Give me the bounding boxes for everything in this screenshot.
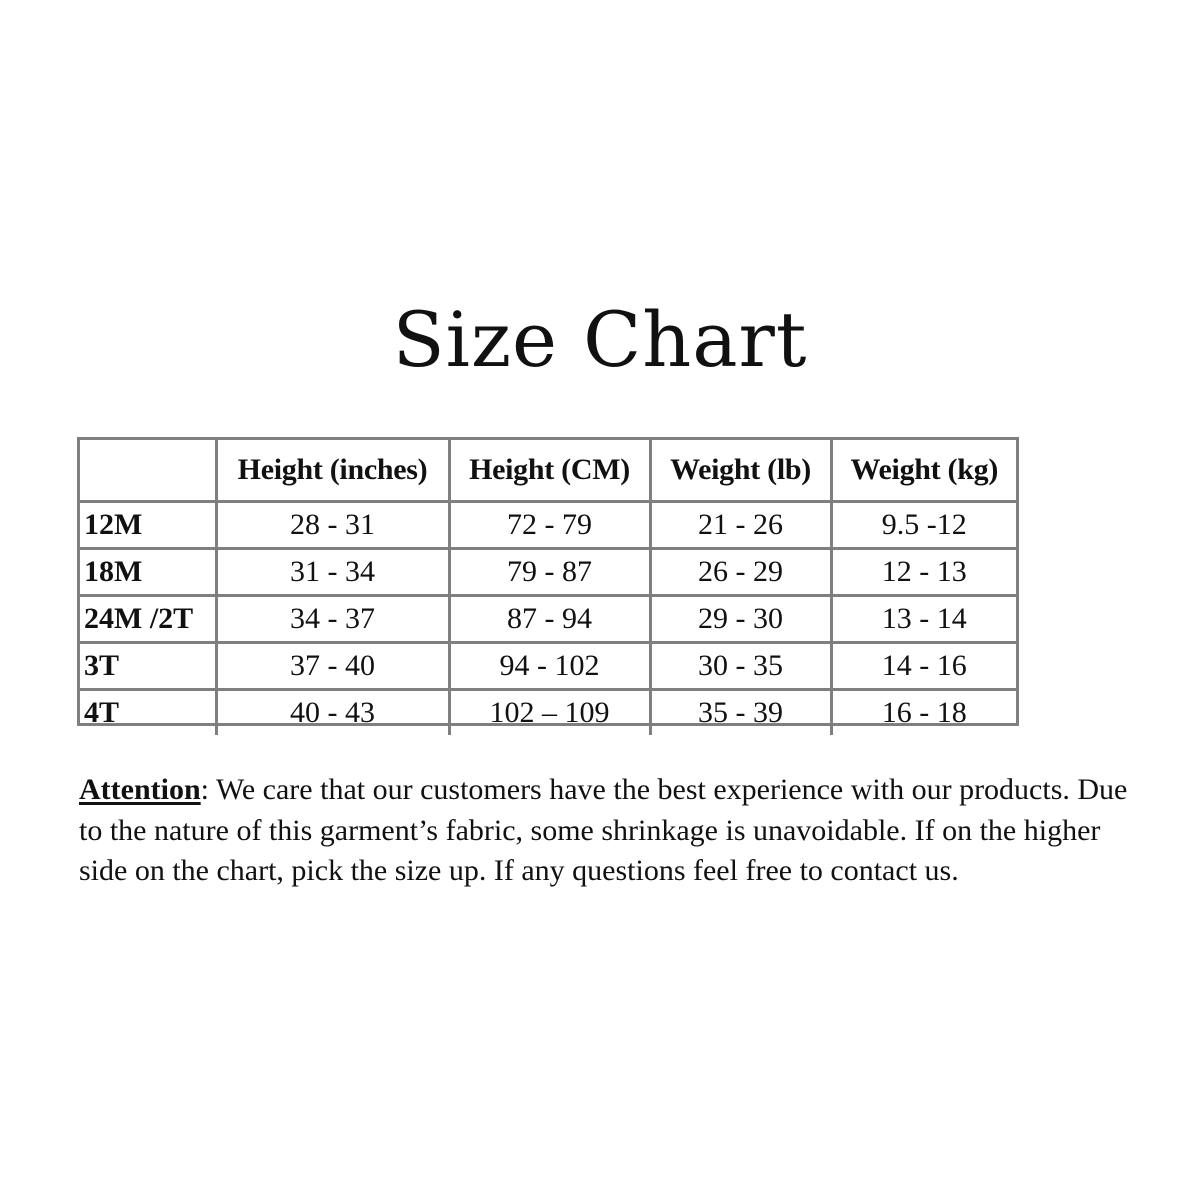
weight-lb-cell: 35 - 39	[650, 690, 831, 736]
weight-kg-cell: 13 - 14	[831, 596, 1016, 643]
attention-text: : We care that our customers have the best experience with our products. Due to the nature of this garment’s fabric, some shrinkage is unavoidable. If on the higher side on the chart, pick the size up. If any questions feel free to contact us.	[79, 773, 1128, 887]
height-inches-cell: 28 - 31	[216, 502, 449, 549]
table-header-weight-lb: Weight (lb)	[650, 440, 831, 502]
weight-kg-cell: 14 - 16	[831, 643, 1016, 690]
size-cell: 12M	[80, 502, 216, 549]
size-table-container	[77, 437, 1019, 729]
weight-lb-cell: 29 - 30	[650, 596, 831, 643]
size-cell: 18M	[80, 549, 216, 596]
table-header-weight-kg: Weight (kg)	[831, 440, 1016, 502]
table-header-height-cm: Height (CM)	[449, 440, 650, 502]
weight-lb-cell: 30 - 35	[650, 643, 831, 690]
height-inches-cell: 31 - 34	[216, 549, 449, 596]
weight-kg-cell: 16 - 18	[831, 690, 1016, 736]
height-inches-cell: 37 - 40	[216, 643, 449, 690]
size-cell: 24M /2T	[80, 596, 216, 643]
weight-kg-cell: 9.5 -12	[831, 502, 1016, 549]
table-row	[80, 596, 1016, 643]
attention-label: Attention	[79, 773, 201, 806]
weight-kg-cell: 12 - 13	[831, 549, 1016, 596]
table-header-height-inches: Height (inches)	[216, 440, 449, 502]
height-inches-cell: 40 - 43	[216, 690, 449, 736]
table-header-size	[80, 440, 216, 502]
height-cm-cell: 102 – 109	[449, 690, 650, 736]
size-table	[80, 440, 1016, 735]
table-row	[80, 643, 1016, 690]
table-row	[80, 549, 1016, 596]
size-cell: 4T	[80, 690, 216, 736]
table-row	[80, 690, 1016, 736]
table-header-row	[80, 440, 1016, 502]
height-inches-cell: 34 - 37	[216, 596, 449, 643]
weight-lb-cell: 26 - 29	[650, 549, 831, 596]
height-cm-cell: 87 - 94	[449, 596, 650, 643]
height-cm-cell: 94 - 102	[449, 643, 650, 690]
table-row	[80, 502, 1016, 549]
weight-lb-cell: 21 - 26	[650, 502, 831, 549]
page-title: Size Chart	[392, 295, 808, 384]
size-cell: 3T	[80, 643, 216, 690]
attention-notice	[79, 770, 1139, 892]
height-cm-cell: 72 - 79	[449, 502, 650, 549]
height-cm-cell: 79 - 87	[449, 549, 650, 596]
